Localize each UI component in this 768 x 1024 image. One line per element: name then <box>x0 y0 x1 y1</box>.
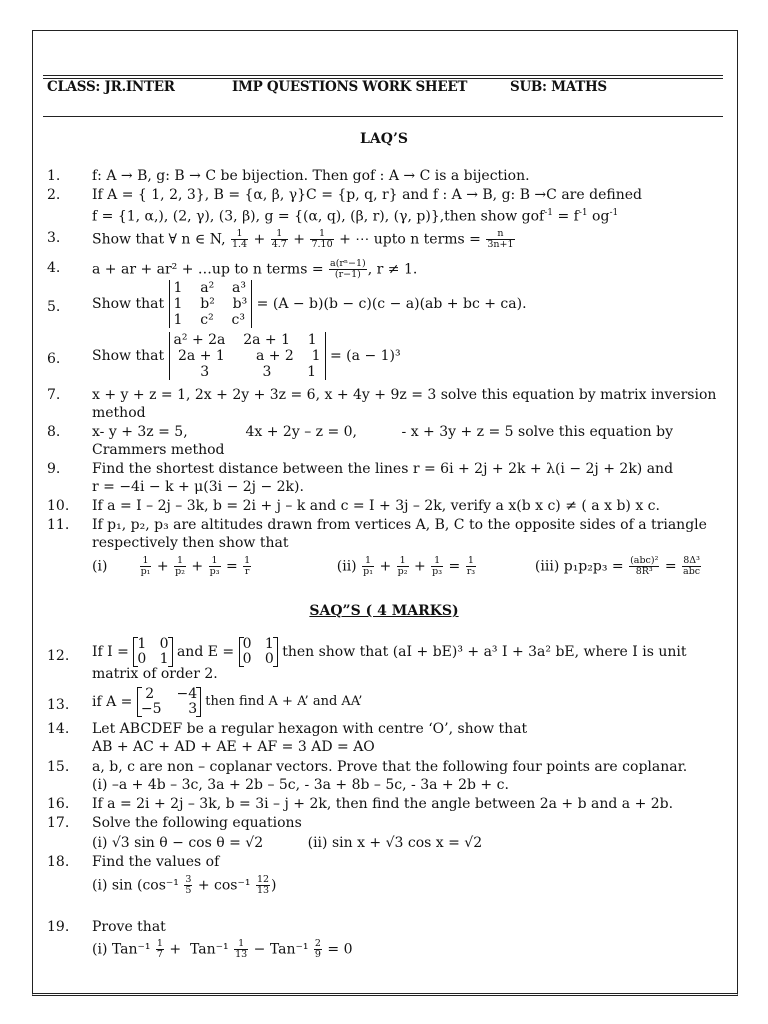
fraction: $\frac{1}{\text{p₂}}$ <box>175 555 185 577</box>
fraction: $\frac{3}{5}$ <box>185 874 192 896</box>
worksheet-title: IMP QUESTIONS WORK SHEET <box>232 79 468 95</box>
fraction: $\frac{1}{7}$ <box>156 938 163 960</box>
question-number: 13. <box>47 697 70 713</box>
fraction: $\frac{1}{\text{r₃}}$ <box>466 555 476 577</box>
section-heading-saq: SAQ”S ( 4 MARKS) <box>309 603 459 619</box>
question-text: respectively then show that <box>92 535 289 551</box>
fraction: $\frac{\text{(abc)²}}{\text{8R³}}$ <box>630 555 659 577</box>
question-text: x- y + 3z = 5, 4x + 2y – z = 0, - x + 3y + z = 5 solve this equation by Crammers method <box>92 424 678 458</box>
fraction: $\frac{1}{\text{p₃}}$ <box>432 555 443 577</box>
fraction: $\frac{2}{9}$ <box>314 938 321 960</box>
fraction: $\frac{1}{7.10}$ <box>311 228 333 250</box>
question-text: a, b, c are non – coplanar vectors. Prove that the following four points are coplanar. <box>92 759 688 775</box>
question-text: Find the shortest distance between the lines r = 6i + 2j + 2k + λ(i − 2j + 2k) and <box>92 461 674 477</box>
subject-label: SUB: MATHS <box>510 79 607 95</box>
question-number: 6. <box>47 351 61 367</box>
fraction: $\frac{1}{4.7}$ <box>271 228 287 250</box>
question-number: 2. <box>47 187 61 203</box>
question-number: 9. <box>47 461 61 477</box>
fraction: $\frac{1}{\text{p₃}}$ <box>209 555 220 577</box>
question-number: 18. <box>47 854 70 870</box>
question-text: If p₁, p₂, p₃ are altitudes drawn from vertices A, B, C to the opposite sides of a triangle <box>92 517 707 533</box>
question-number: 3. <box>47 230 61 246</box>
section-heading-laq: LAQ’S <box>360 131 408 147</box>
question-number: 14. <box>47 721 70 737</box>
header-rule-bottom <box>43 116 723 117</box>
fraction: $\frac{1}{13}$ <box>235 938 248 960</box>
question-text: (i) –a + 4b – 3c, 3a + 2b – 5c, - 3a + 8b – 5c, - 3a + 2b + c. <box>92 777 509 793</box>
question-number: 7. <box>47 387 61 403</box>
question-text: f = {1, α,), (2, γ), (3, β), g = {(α, q), (β, r), (γ, p)},then show gof <box>92 208 545 225</box>
fraction: $\frac{\text{a(rⁿ−1)}}{(r-1)}$ <box>330 258 366 280</box>
question-number: 11. <box>47 517 70 533</box>
question-text: Find the values of <box>92 854 220 870</box>
fraction: $\frac{1}{\text{p₂}}$ <box>397 555 408 577</box>
question-number: 5. <box>47 299 61 315</box>
question-number: 8. <box>47 424 61 440</box>
question-number: 4. <box>47 260 61 276</box>
fraction: $\frac{1}{\text{p₁}}$ <box>140 555 151 577</box>
question-text: If a = 2i + 2j – 3k, b = 3i – j + 2k, then find the angle between 2a + b and a + 2b. <box>92 796 674 812</box>
question-text: AB + AC + AD + AE + AF = 3 AD = AO <box>92 739 375 755</box>
question-number: 19. <box>47 919 70 935</box>
fraction: $\frac{1}{1.4}$ <box>231 228 248 250</box>
fraction: $\frac{1}{\text{p₁}}$ <box>363 555 373 577</box>
class-label: CLASS: JR.INTER <box>47 79 175 95</box>
matrix-a: 2 −4 −5 3 <box>137 687 201 717</box>
question-text: f: A → B, g: B → C be bijection. Then gof : A → C is a bijection. <box>92 168 530 184</box>
matrix-i: 1 0 0 1 <box>133 637 172 667</box>
question-number: 10. <box>47 498 70 514</box>
question-text: Let ABCDEF be a regular hexagon with centre ‘O’, show that <box>92 721 528 737</box>
question-text: If a = I – 2j – 3k, b = 2i + j – k and c = I + 3j – 2k, verify a x(b x c) ≠ ( a x b) x c. <box>92 498 660 514</box>
question-number: 15. <box>47 759 70 775</box>
fraction: $\frac{n}{3n+1}$ <box>487 228 514 250</box>
header-rule-top <box>43 75 723 76</box>
matrix-e: 0 1 0 0 <box>239 637 278 667</box>
question-text: matrix of order 2. <box>92 666 218 682</box>
fraction: $\frac{12}{13}$ <box>256 874 270 896</box>
question-text: r = −4i − k + μ(3i − 2j − 2k). <box>92 479 304 495</box>
question-number: 16. <box>47 796 70 812</box>
determinant: a² + 2a 2a + 1 1 2a + 1 a + 2 1 3 3 1 <box>169 332 326 380</box>
question-number: 17. <box>47 815 70 831</box>
question-text: If A = { 1, 2, 3}, B = {α, β, γ}C = {p, q, r} and f : A → B, g: B →C are defined <box>92 187 642 203</box>
question-text: Solve the following equations <box>92 815 302 831</box>
question-text: (i) √3 sin θ − cos θ = √2 (ii) sin x + √3 cos x = √2 <box>92 835 483 851</box>
question-number: 1. <box>47 168 61 184</box>
determinant: 1 a² a³ 1 b² b³ 1 c² c³ <box>169 280 253 328</box>
question-text: Prove that <box>92 919 166 935</box>
question-number: 12. <box>47 648 70 664</box>
fraction: $\frac{\text{8Δ³}}{\text{abc}}$ <box>683 555 701 577</box>
fraction: $\frac{1}{r}$ <box>244 555 251 577</box>
question-text: x + y + z = 1, 2x + 2y + 3z = 6, x + 4y + 9z = 3 solve this equation by matrix inversion method <box>92 387 717 421</box>
